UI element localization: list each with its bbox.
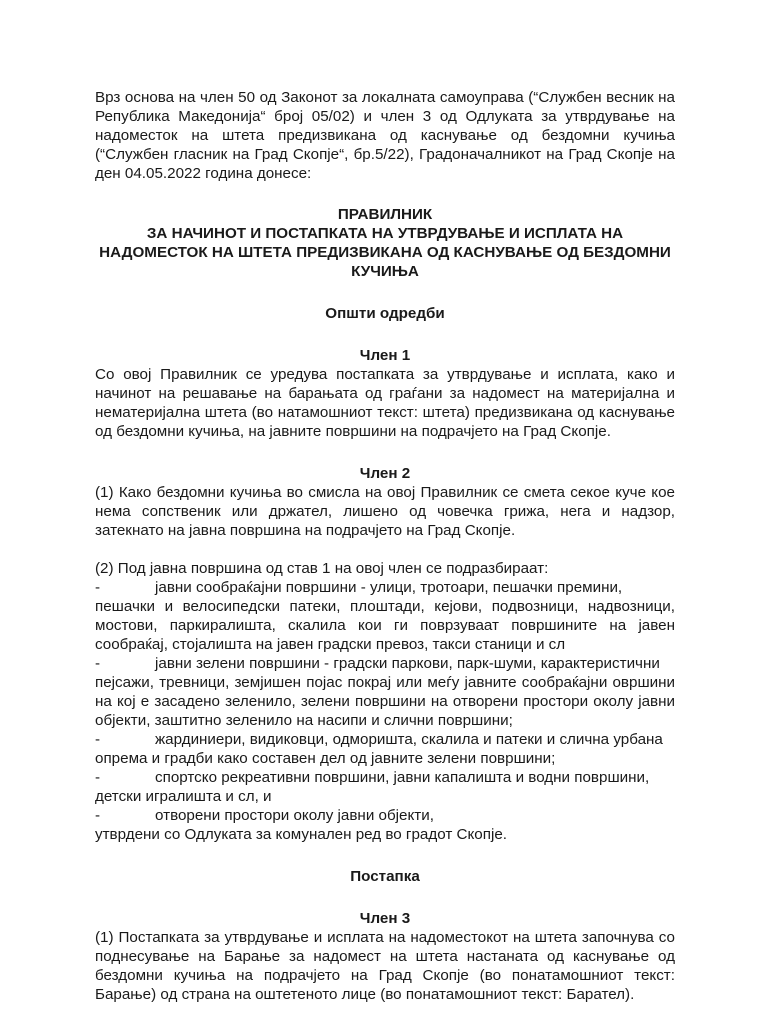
public-area-list <box>95 578 675 825</box>
document-title <box>95 205 675 281</box>
section-heading-general: Општи одредби <box>325 305 445 322</box>
article-2-heading: Член 2 <box>359 465 411 482</box>
article-2-paragraph-2-intro: (2) Под јавна површина од став 1 на овој член се подразбираат: <box>95 560 549 577</box>
list-item-continuation: опрема и градби како составен дел од јавните зелени површини; <box>95 750 556 767</box>
list-item-first-line: отворени простори околу јавни објекти, <box>155 807 434 824</box>
article-3-heading: Член 3 <box>359 910 411 927</box>
document-body <box>95 88 675 1004</box>
list-dash: - <box>95 807 101 824</box>
list-item <box>95 730 675 768</box>
list-item-continuation: детски игралишта и сл, и <box>95 788 272 805</box>
article-2-paragraph-1: (1) Како бездомни кучиња во смисла на овој Правилник се смета секое куче кое нема сопственик или држател, лишено од човечка грижа, нега и надзор, затекнато на јавна површина на подрачјето на Град Скопје. <box>95 484 675 539</box>
list-item-first-line: јавни сообраќајни површини - улици, тротоари, пешачки премини, <box>155 579 623 596</box>
list-item <box>95 578 675 654</box>
article-3-text: (1) Постапката за утврдување и исплата на надоместокот на штета започнува со поднесување на Барање за надомест на штета настаната од каснување од бездомни кучиња на подрачјето на Град Скопје (во понатамошниот текст: Барање) од страна на оштетеното лице (во понатамошниот текст: Барател). <box>95 929 675 1003</box>
preamble: Врз основа на член 50 од Законот за локалната самоуправа (“Службен весник на Република Македонија“ број 05/02) и член 3 од Одлуката за утврдување на надоместок на штета предизвикана од каснување од бездомни кучиња (“Службен гласник на Град Скопје“, бр.5/22), Градоначалникот на Град Скопје на ден 04.05.2022 година донесе: <box>95 89 675 182</box>
list-item <box>95 806 675 825</box>
list-dash: - <box>95 731 101 748</box>
list-dash: - <box>95 769 101 786</box>
list-item <box>95 654 675 730</box>
list-item-continuation: пејсажи, тревници, земјишен појас покрај или меѓу јавните сообраќајни овршини на кој е засадено зеленило, зелени површини на отворени простори околу јавни објекти, заштитно зеленило на насипи и слични површини; <box>95 674 675 729</box>
list-dash: - <box>95 655 101 672</box>
section-heading-procedure: Постапка <box>350 868 420 885</box>
list-item-first-line: јавни зелени површини - градски паркови, парк-шуми, карактеристични <box>155 655 660 672</box>
title-line-2: ЗА НАЧИНОТ И ПОСТАПКАТА НА УТВРДУВАЊЕ И ИСПЛАТА НА НАДОМЕСТОК НА ШТЕТА ПРЕДИЗВИКАНА ОД КАСНУВАЊЕ ОД БЕЗДОМНИ КУЧИЊА <box>99 225 671 280</box>
list-dash: - <box>95 579 101 596</box>
list-item-first-line: жардиниери, видиковци, одморишта, скалила и патеки и слична урбана <box>155 731 663 748</box>
list-item <box>95 768 675 806</box>
title-line-1: ПРАВИЛНИК <box>337 206 433 223</box>
list-item-continuation: пешачки и велосипедски патеки, плоштади, кејови, подвозници, надвозници, мостови, паркиралишта, скалила кои ги поврзуваат површините на јавен сообраќај, стојалишта на јавен градски превоз, такси станици и сл <box>95 598 675 653</box>
article-1-text: Со овој Правилник се уредува постапката за утврдување и исплата, како и начинот на решавање на барањата од граѓани за надомест на материјална и нематеријална штета (во натамошниот текст: штета) предизвикана од каснување од бездомни кучиња, на јавните површини на подрачјето на Град Скопје. <box>95 366 675 440</box>
article-1-heading: Член 1 <box>359 347 411 364</box>
list-item-first-line: спортско рекреативни површини, јавни капалишта и водни површини, <box>155 769 650 786</box>
article-2-closing: утврдени со Одлуката за комунален ред во градот Скопје. <box>95 826 508 843</box>
